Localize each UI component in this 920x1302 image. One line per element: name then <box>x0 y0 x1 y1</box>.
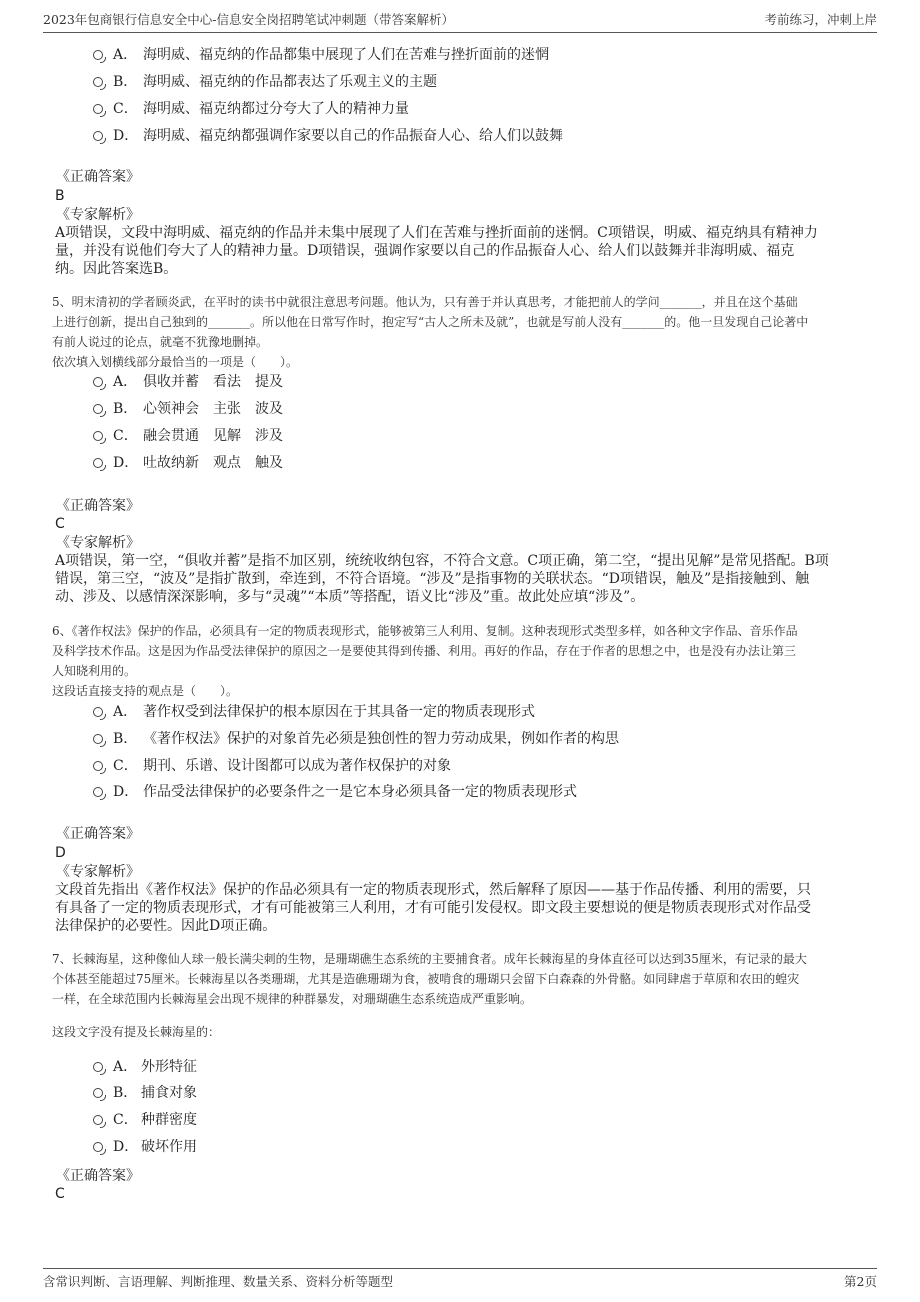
page-number: 第2页 <box>844 1274 877 1289</box>
radio-icon[interactable] <box>93 458 103 468</box>
radio-icon[interactable] <box>93 104 103 114</box>
q6-analysis <box>55 881 865 935</box>
option-text: 海明威、福克纳的作品都集中展现了人们在苦难与挫折面前的迷惘 <box>143 47 549 63</box>
option-text: 海明威、福克纳都强调作家要以自己的作品振奋人心、给人们以鼓舞 <box>143 128 563 144</box>
option-text: 捕食对象 <box>141 1085 197 1101</box>
radio-icon[interactable] <box>93 1115 103 1125</box>
q5-answer: C <box>55 516 65 532</box>
q7-answer: C <box>55 1186 65 1202</box>
analysis-line: A项错误，文段中海明威、福克纳的作品并未集中展现了人们在苦难与挫折面前的迷惘。C项错误，明威、福克纳具有精神力 <box>55 225 818 241</box>
q4-analysis <box>55 224 865 278</box>
stem-line: 5、明末清初的学者顾炎武，在平时的读书中就很注意思考问题。他认为，只有善于并认真思考，才能把前人的学问_______，并且在这个基础 <box>52 295 798 309</box>
radio-icon[interactable] <box>93 734 103 744</box>
q5-answer-label: 《正确答案》 <box>56 498 140 514</box>
option-letter: A． <box>113 374 138 390</box>
stem-line: 依次填入划横线部分最恰当的一项是（ ）。 <box>52 355 299 369</box>
option-text: 俱收并蓄 看法 提及 <box>143 374 283 390</box>
radio-icon[interactable] <box>93 1088 103 1098</box>
radio-icon[interactable] <box>93 77 103 87</box>
option-letter: A． <box>113 704 138 720</box>
q6-answer: D <box>55 845 66 861</box>
option-letter: B． <box>113 1085 138 1101</box>
option-text: 《著作权法》保护的对象首先必须是独创性的智力劳动成果，例如作者的构思 <box>143 731 619 747</box>
analysis-line: 有具备了一定的物质表现形式，才有可能被第三人利用，才有可能引发侵权。即文段主要想说的便是物质表现形式对作品受 <box>55 900 811 916</box>
analysis-line: 文段首先指出《著作权法》保护的作品必须具有一定的物质表现形式，然后解释了原因——基于作品传播、利用的需要，只 <box>55 882 811 898</box>
stem-line: 有前人说过的论点，就毫不犹豫地删掉。 <box>52 335 269 349</box>
option-text: 种群密度 <box>141 1112 197 1128</box>
option-letter: D． <box>113 455 139 471</box>
q4-analysis-label: 《专家解析》 <box>56 207 140 223</box>
option-letter: C． <box>113 1112 138 1128</box>
analysis-line: 纳。因此答案选B。 <box>55 261 178 277</box>
option-letter: C． <box>113 428 138 444</box>
q7-answer-label: 《正确答案》 <box>56 1168 140 1184</box>
option-letter: A． <box>113 1059 138 1075</box>
option-letter: B． <box>113 74 138 90</box>
radio-icon[interactable] <box>93 1142 103 1152</box>
q5-analysis <box>55 552 865 606</box>
page-header <box>43 10 877 33</box>
stem-line: 6、《著作权法》保护的作品，必须具有一定的物质表现形式，能够被第三人利用、复制。这种表现形式类型多样，如各种文字作品、音乐作品 <box>52 624 798 638</box>
option-text: 海明威、福克纳的作品都表达了乐观主义的主题 <box>143 74 437 90</box>
stem-line: 及科学技术作品。这是因为作品受法律保护的原因之一是要使其得到传播、利用。再好的作品，存在于作者的思想之中，也是没有办法让第三 <box>52 644 797 658</box>
q5-analysis-label: 《专家解析》 <box>56 535 140 551</box>
option-letter: B． <box>113 401 138 417</box>
q6-stem <box>52 621 872 701</box>
stem-line: 人知晓利用的。 <box>52 664 137 678</box>
option-text: 吐故纳新 观点 触及 <box>143 455 283 471</box>
q6-answer-label: 《正确答案》 <box>56 826 140 842</box>
q4-answer-label: 《正确答案》 <box>56 169 140 185</box>
analysis-line: 动、涉及、以感情深深影响，多与“灵魂”“本质”等搭配，语义比“涉及”重。故此处应填“涉及”。 <box>55 589 645 605</box>
option-letter: C． <box>113 758 138 774</box>
option-text: 著作权受到法律保护的根本原因在于其具备一定的物质表现形式 <box>143 704 535 720</box>
footer-categories: 含常识判断、言语理解、判断推理、数量关系、资料分析等题型 <box>43 1274 394 1289</box>
option-text: 外形特征 <box>141 1059 197 1075</box>
page-footer <box>43 1268 877 1293</box>
option-text: 海明威、福克纳都过分夸大了人的精神力量 <box>143 101 409 117</box>
stem-line: 一样，在全球范围内长棘海星会出现不规律的种群暴发，对珊瑚礁生态系统造成严重影响。 <box>52 992 533 1006</box>
radio-icon[interactable] <box>93 761 103 771</box>
header-slogan: 考前练习，冲刺上岸 <box>764 12 877 27</box>
option-text: 破坏作用 <box>141 1139 197 1155</box>
radio-icon[interactable] <box>93 377 103 387</box>
radio-icon[interactable] <box>93 50 103 60</box>
option-letter: A． <box>113 47 138 63</box>
stem-line: 上进行创新，提出自己独到的_______。所以他在日常写作时，抱定写“古人之所未及就”，也就是写前人没有_______的。他一旦发现自己论著中 <box>52 315 809 329</box>
q7-stem <box>52 949 872 1009</box>
radio-icon[interactable] <box>93 707 103 717</box>
radio-icon[interactable] <box>93 787 103 797</box>
radio-icon[interactable] <box>93 131 103 141</box>
radio-icon[interactable] <box>93 1062 103 1072</box>
stem-line: 7、长棘海星，这种像仙人球一般长满尖刺的生物，是珊瑚礁生态系统的主要捕食者。成年长棘海星的身体直径可以达到35厘米，有记录的最大 <box>52 952 807 966</box>
option-letter: B． <box>113 731 138 747</box>
q7-question <box>52 1022 872 1042</box>
document-title: 2023年包商银行信息安全中心-信息安全岗招聘笔试冲刺题（带答案解析） <box>43 12 455 27</box>
stem-line: 这段文字没有提及长棘海星的： <box>52 1025 221 1039</box>
analysis-line: 量，并没有说他们夸大了人的精神力量。D项错误，强调作家要以自己的作品振奋人心、给人们以鼓舞并非海明威、福克 <box>55 243 795 259</box>
option-letter: D． <box>113 1139 139 1155</box>
analysis-line: 错误，第三空，“波及”是指扩散到，牵连到，不符合语境。“涉及”是指事物的关联状态。“D项错误，触及”是指接触到、触 <box>55 571 810 587</box>
option-text: 作品受法律保护的必要条件之一是它本身必须具备一定的物质表现形式 <box>143 784 577 800</box>
option-text: 期刊、乐谱、设计图都可以成为著作权保护的对象 <box>143 758 451 774</box>
q4-answer: B <box>55 188 65 204</box>
analysis-line: 法律保护的必要性。因此D项正确。 <box>55 918 277 934</box>
q5-stem <box>52 292 872 372</box>
stem-line: 个体甚至能超过75厘米。长棘海星以各类珊瑚，尤其是造礁珊瑚为食，被啃食的珊瑚只会留下白森森的外骨骼。如同肆虐于草原和农田的蝗灾 <box>52 972 800 986</box>
q6-analysis-label: 《专家解析》 <box>56 864 140 880</box>
option-letter: D． <box>113 128 139 144</box>
option-text: 融会贯通 见解 涉及 <box>143 428 283 444</box>
option-letter: C． <box>113 101 138 117</box>
radio-icon[interactable] <box>93 431 103 441</box>
radio-icon[interactable] <box>93 404 103 414</box>
option-letter: D． <box>113 784 139 800</box>
analysis-line: A项错误，第一空，“俱收并蓄”是指不加区别，统统收纳包容，不符合文意。C项正确，第二空，“提出见解”是常见搭配。B项 <box>55 553 829 569</box>
stem-line: 这段话直接支持的观点是（ ）。 <box>52 684 239 698</box>
option-text: 心领神会 主张 波及 <box>143 401 283 417</box>
